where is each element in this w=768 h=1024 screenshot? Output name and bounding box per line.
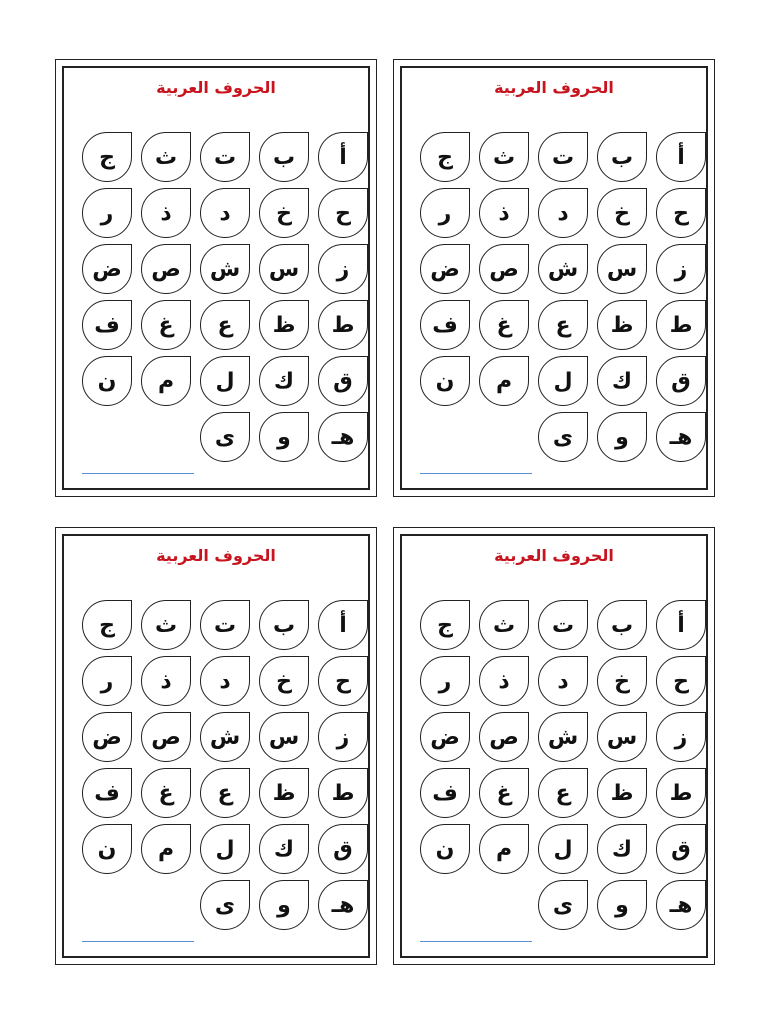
letter-cell: ذ xyxy=(141,188,191,238)
letter-cell: ح xyxy=(318,656,368,706)
letter-cell: ض xyxy=(420,712,470,762)
letter-cell: أ xyxy=(318,600,368,650)
letter-cell: ض xyxy=(82,712,132,762)
card-bottom-left xyxy=(55,527,377,965)
letter-cell: ل xyxy=(538,356,588,406)
letter-cell: ك xyxy=(259,824,309,874)
letter-cell: ط xyxy=(318,768,368,818)
letter-cell: ح xyxy=(318,188,368,238)
letter-cell: ع xyxy=(200,300,250,350)
letter-cell: أ xyxy=(656,132,706,182)
letter-cell: ك xyxy=(597,824,647,874)
letter-cell: س xyxy=(597,712,647,762)
letter-cell: ب xyxy=(597,600,647,650)
letter-cell: ك xyxy=(597,356,647,406)
letter-cell: غ xyxy=(479,768,529,818)
letter-cell: ص xyxy=(479,244,529,294)
letter-cell: ر xyxy=(420,656,470,706)
letter-cell: ض xyxy=(82,244,132,294)
letter-cell: ظ xyxy=(259,768,309,818)
letter-cell: ق xyxy=(656,824,706,874)
letter-cell: ب xyxy=(259,600,309,650)
letter-cell: م xyxy=(141,356,191,406)
letter-cell: ش xyxy=(538,712,588,762)
letter-cell: غ xyxy=(479,300,529,350)
letter-cell: هـ xyxy=(656,412,706,462)
letter-cell: ع xyxy=(538,300,588,350)
letter-cell: ش xyxy=(538,244,588,294)
letter-cell: ف xyxy=(82,300,132,350)
letter-cell: و xyxy=(597,412,647,462)
letter-cell: م xyxy=(141,824,191,874)
letter-cell: ى xyxy=(538,412,588,462)
letters-grid xyxy=(406,132,706,472)
letter-cell: ث xyxy=(141,600,191,650)
letter-cell: ن xyxy=(420,824,470,874)
card-bottom-right xyxy=(393,527,715,965)
card-border xyxy=(400,534,708,958)
letter-cell: ج xyxy=(82,132,132,182)
letter-cell: هـ xyxy=(318,412,368,462)
letters-grid xyxy=(68,600,368,940)
letter-cell: ط xyxy=(656,768,706,818)
letter-cell: خ xyxy=(259,188,309,238)
letter-cell: ش xyxy=(200,244,250,294)
letter-cell: ل xyxy=(538,824,588,874)
letter-cell: ص xyxy=(141,244,191,294)
card-top-right xyxy=(393,59,715,497)
letter-cell: ز xyxy=(656,712,706,762)
letter-cell: ى xyxy=(538,880,588,930)
letter-cell: ن xyxy=(420,356,470,406)
letter-cell: ن xyxy=(82,824,132,874)
letter-cell: ق xyxy=(318,356,368,406)
letter-cell: م xyxy=(479,824,529,874)
letter-cell: ظ xyxy=(597,768,647,818)
letter-cell: هـ xyxy=(318,880,368,930)
letter-cell: د xyxy=(538,188,588,238)
letter-cell: س xyxy=(597,244,647,294)
letter-cell: غ xyxy=(141,300,191,350)
letter-cell: ج xyxy=(420,600,470,650)
letter-cell: ظ xyxy=(597,300,647,350)
footer-line xyxy=(82,473,194,474)
letter-cell: د xyxy=(538,656,588,706)
letter-cell: م xyxy=(479,356,529,406)
letter-cell: ذ xyxy=(479,188,529,238)
letter-cell: ج xyxy=(82,600,132,650)
letter-cell: ف xyxy=(420,768,470,818)
letter-cell: ل xyxy=(200,356,250,406)
letter-cell: ن xyxy=(82,356,132,406)
letter-cell: ت xyxy=(200,600,250,650)
letter-cell: ض xyxy=(420,244,470,294)
letter-cell: ط xyxy=(318,300,368,350)
letter-cell: ف xyxy=(420,300,470,350)
letter-cell: ر xyxy=(82,188,132,238)
footer-line xyxy=(82,941,194,942)
card-border xyxy=(400,66,708,490)
letter-cell: ز xyxy=(318,244,368,294)
letter-cell: ع xyxy=(200,768,250,818)
letter-cell: أ xyxy=(656,600,706,650)
worksheet-title: الحروف العربية xyxy=(494,78,614,97)
letter-cell: س xyxy=(259,244,309,294)
letter-cell: ل xyxy=(200,824,250,874)
letter-cell: س xyxy=(259,712,309,762)
letter-cell: ز xyxy=(656,244,706,294)
footer-line xyxy=(420,473,532,474)
letter-cell: ذ xyxy=(479,656,529,706)
letter-cell: هـ xyxy=(656,880,706,930)
letter-cell: ك xyxy=(259,356,309,406)
letter-cell: ق xyxy=(656,356,706,406)
letter-cell: ر xyxy=(82,656,132,706)
letter-cell: ث xyxy=(479,132,529,182)
letter-cell: ح xyxy=(656,656,706,706)
letter-cell: غ xyxy=(141,768,191,818)
letter-cell: أ xyxy=(318,132,368,182)
letter-cell: ت xyxy=(538,132,588,182)
worksheet-title: الحروف العربية xyxy=(156,546,276,565)
worksheet-title: الحروف العربية xyxy=(156,78,276,97)
letter-cell: ث xyxy=(141,132,191,182)
letter-cell: و xyxy=(259,880,309,930)
card-border xyxy=(62,534,370,958)
letter-cell: ج xyxy=(420,132,470,182)
letter-cell: ش xyxy=(200,712,250,762)
letter-cell: خ xyxy=(597,188,647,238)
letter-cell: ر xyxy=(420,188,470,238)
card-top-left xyxy=(55,59,377,497)
letter-cell: و xyxy=(597,880,647,930)
letter-cell: ظ xyxy=(259,300,309,350)
letter-cell: ف xyxy=(82,768,132,818)
letter-cell: د xyxy=(200,656,250,706)
letters-grid xyxy=(406,600,706,940)
letter-cell: خ xyxy=(259,656,309,706)
letter-cell: ت xyxy=(538,600,588,650)
letter-cell: ق xyxy=(318,824,368,874)
letter-cell: ز xyxy=(318,712,368,762)
worksheet-title: الحروف العربية xyxy=(494,546,614,565)
letter-cell: د xyxy=(200,188,250,238)
letter-cell: ط xyxy=(656,300,706,350)
letter-cell: ب xyxy=(597,132,647,182)
letter-cell: ى xyxy=(200,880,250,930)
footer-line xyxy=(420,941,532,942)
letter-cell: ب xyxy=(259,132,309,182)
letter-cell: ح xyxy=(656,188,706,238)
letter-cell: ص xyxy=(141,712,191,762)
letter-cell: و xyxy=(259,412,309,462)
card-border xyxy=(62,66,370,490)
letters-grid xyxy=(68,132,368,472)
letter-cell: ت xyxy=(200,132,250,182)
letter-cell: ث xyxy=(479,600,529,650)
letter-cell: ص xyxy=(479,712,529,762)
letter-cell: ع xyxy=(538,768,588,818)
letter-cell: خ xyxy=(597,656,647,706)
letter-cell: ذ xyxy=(141,656,191,706)
letter-cell: ى xyxy=(200,412,250,462)
